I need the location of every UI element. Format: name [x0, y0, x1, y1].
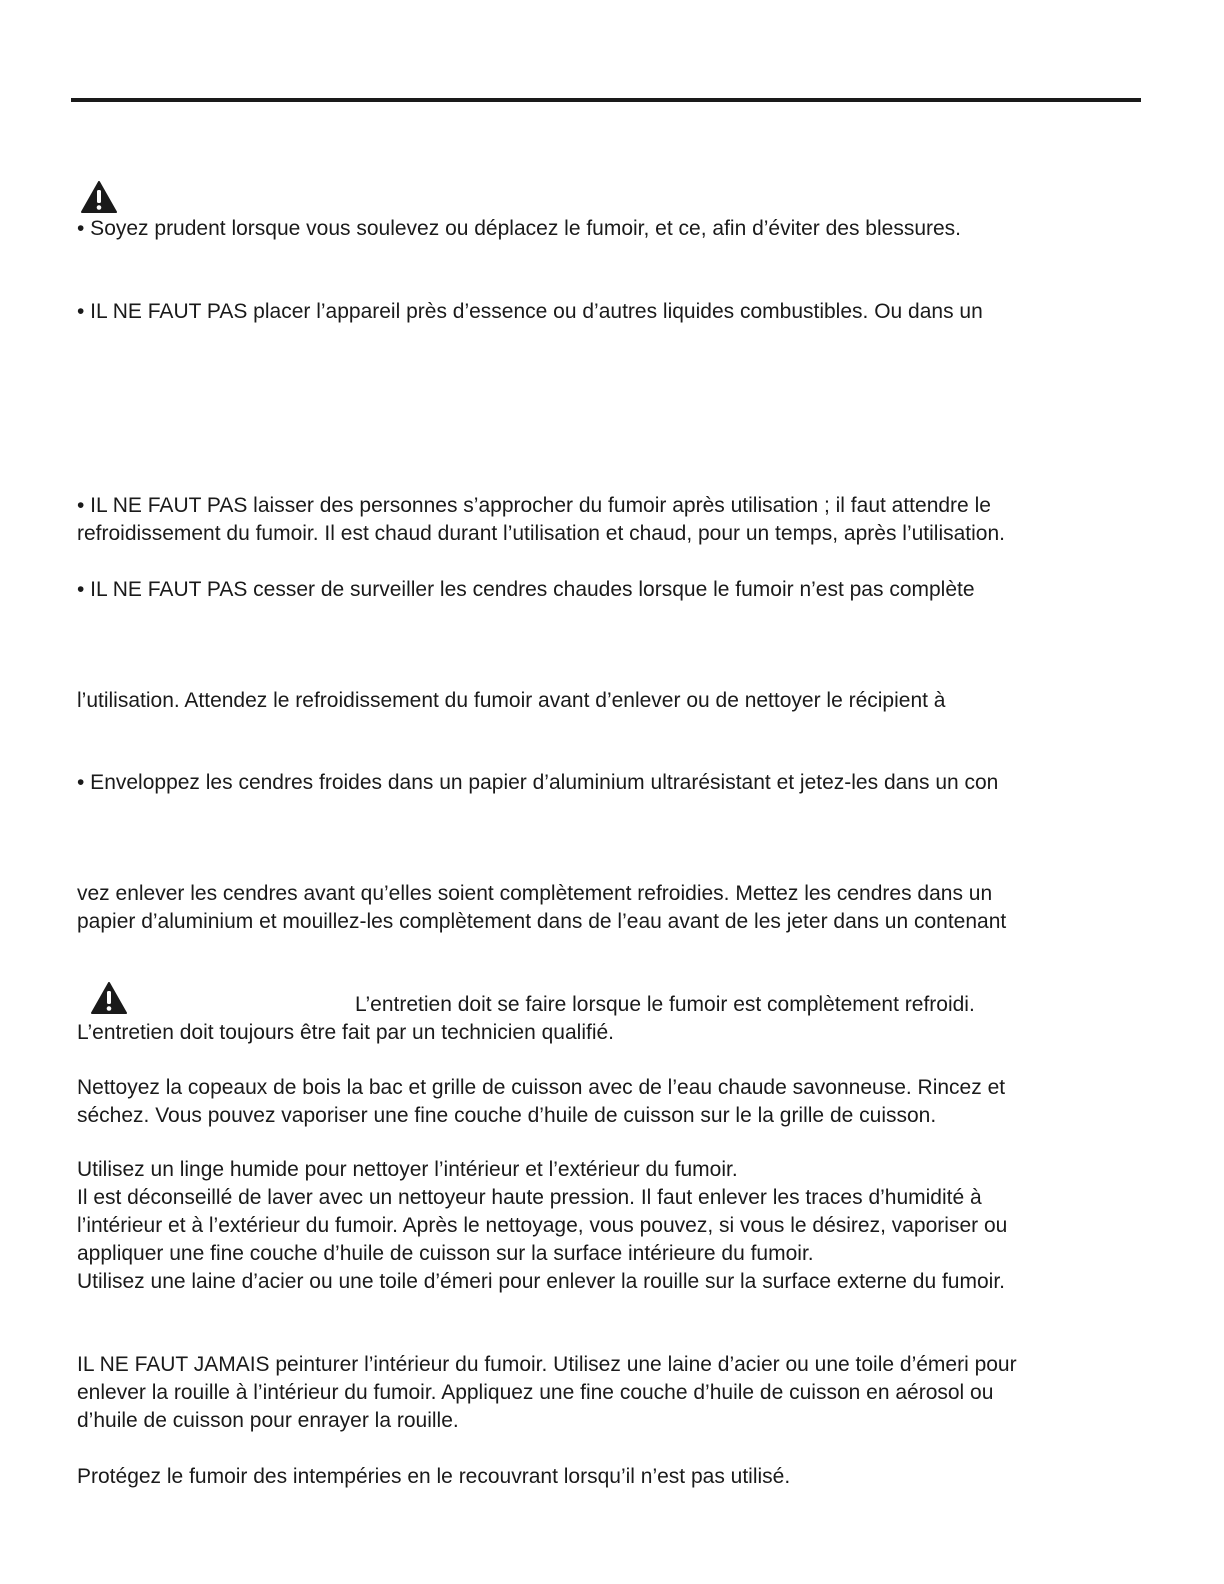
- safety-line-5: • IL NE FAUT PAS cesser de surveiller les cendres chaudes lorsque le fumoir n’est pas complète: [77, 578, 975, 601]
- header-rule: [71, 98, 1141, 102]
- safety-line-4: refroidissement du fumoir. Il est chaud durant l’utilisation et chaud, pour un temps, après l’utilisation.: [77, 522, 1005, 545]
- warning-triangle-icon: [91, 982, 127, 1014]
- warning-triangle-icon: [81, 181, 117, 213]
- cleaning-line-2: séchez. Vous pouvez vaporiser une fine couche d’huile de cuisson sur le la grille de cuisson.: [77, 1104, 937, 1127]
- cleaning-line-3: Utilisez un linge humide pour nettoyer l’intérieur et l’extérieur du fumoir.: [77, 1158, 738, 1181]
- safety-line-6: l’utilisation. Attendez le refroidissement du fumoir avant d’enlever ou de nettoyer le récipient à: [77, 689, 946, 712]
- cleaning-line-5: l’intérieur et à l’extérieur du fumoir. Après le nettoyage, vous pouvez, si vous le désirez, vaporiser ou: [77, 1214, 1008, 1237]
- rust-line-3: d’huile de cuisson pour enrayer la rouille.: [77, 1409, 459, 1432]
- safety-line-3: • IL NE FAUT PAS laisser des personnes s’approcher du fumoir après utilisation ; il faut attendre le: [77, 494, 991, 517]
- cleaning-line-4: Il est déconseillé de laver avec un nettoyeur haute pression. Il faut enlever les traces d’humidité à: [77, 1186, 982, 1209]
- maintenance-line-1: L’entretien doit se faire lorsque le fumoir est complètement refroidi.: [355, 993, 975, 1016]
- safety-line-2: • IL NE FAUT PAS placer l’appareil près d’essence ou d’autres liquides combustibles. Ou dans un: [77, 300, 983, 323]
- rust-line-2: enlever la rouille à l’intérieur du fumoir. Appliquez une fine couche d’huile de cuisson en aérosol ou: [77, 1381, 994, 1404]
- cleaning-line-7: Utilisez une laine d’acier ou une toile d’émeri pour enlever la rouille sur la surface externe du fumoir.: [77, 1270, 1005, 1293]
- cleaning-line-6: appliquer une fine couche d’huile de cuisson sur la surface intérieure du fumoir.: [77, 1242, 814, 1265]
- safety-line-1: • Soyez prudent lorsque vous soulevez ou déplacez le fumoir, et ce, afin d’éviter des blessures.: [77, 217, 962, 240]
- safety-line-7: • Enveloppez les cendres froides dans un papier d’aluminium ultrarésistant et jetez-les dans un con: [77, 771, 999, 794]
- safety-line-8: vez enlever les cendres avant qu’elles soient complètement refroidies. Mettez les cendres dans un: [77, 882, 993, 905]
- maintenance-line-2: L’entretien doit toujours être fait par un technicien qualifié.: [77, 1021, 615, 1044]
- protection-line: Protégez le fumoir des intempéries en le recouvrant lorsqu’il n’est pas utilisé.: [77, 1465, 791, 1488]
- safety-line-9: papier d’aluminium et mouillez-les complètement dans de l’eau avant de les jeter dans un contenant: [77, 910, 1007, 933]
- rust-line-1: IL NE FAUT JAMAIS peinturer l’intérieur du fumoir. Utilisez une laine d’acier ou une toile d’émeri pour: [77, 1353, 1017, 1376]
- cleaning-line-1: Nettoyez la copeaux de bois la bac et grille de cuisson avec de l’eau chaude savonneuse. Rincez et: [77, 1076, 1006, 1099]
